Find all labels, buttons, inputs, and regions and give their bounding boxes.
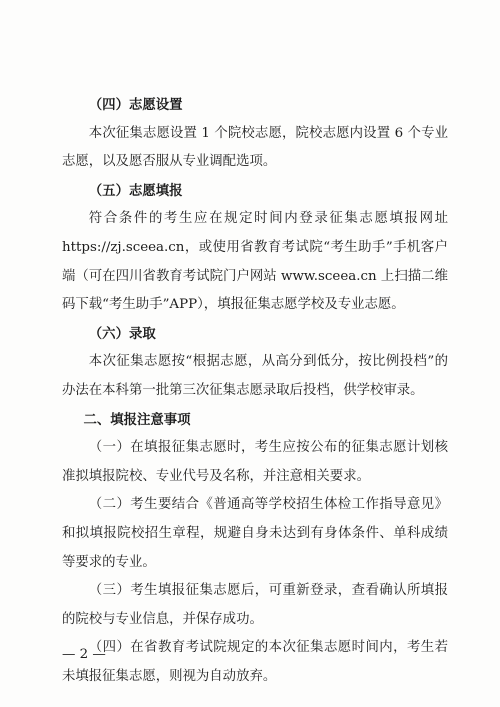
subheading-volunteer-filling: （五）志愿填报 bbox=[88, 182, 183, 199]
paragraph-volunteer-settings: 本次征集志愿设置 1 个院校志愿，院校志愿内设置 6 个专业志愿，以及愿否服从专业调配选项。 bbox=[62, 125, 448, 170]
paragraph-note-3: （三）考生填报征集志愿后，可重新登录，查看确认所填报的院校与专业信息，并保存成功。 bbox=[62, 583, 448, 627]
paragraph-note-2: （二）考生要结合《普通高等学校招生体检工作指导意见》和拟填报院校招生章程，规避自身未达到有身体条件、单科成绩等要求的专业。 bbox=[62, 497, 448, 570]
paragraph-note-4: （四）在省教育考试院规定的本次征集志愿时间内，考生若未填报征集志愿，则视为自动放弃。 bbox=[62, 640, 448, 684]
page-number: — 2 — bbox=[62, 647, 106, 662]
paragraph-volunteer-filling: 符合条件的考生应在规定时间内登录征集志愿填报网址 https://zj.sceea.cn，或使用省教育考试院“考生助手”手机客户端（可在四川省教育考试院门户网站 www.sceea.cn 上扫描二维码下载“考生助手”APP），填报征集志愿学校及专业志愿。 bbox=[62, 211, 448, 313]
subheading-admission: （六）录取 bbox=[88, 325, 156, 342]
section-heading-notes: 二、填报注意事项 bbox=[83, 411, 191, 428]
document-body bbox=[62, 91, 448, 691]
paragraph-note-1: （一）在填报征集志愿时，考生应按公布的征集志愿计划核准拟填报院校、专业代号及名称，并注意相关要求。 bbox=[62, 440, 448, 484]
subheading-volunteer-settings: （四）志愿设置 bbox=[88, 97, 183, 113]
paragraph-admission: 本次征集志愿按“根据志愿，从高分到低分，按比例投档”的办法在本科第一批第三次征集志愿录取后投档，供学校审录。 bbox=[62, 354, 448, 398]
